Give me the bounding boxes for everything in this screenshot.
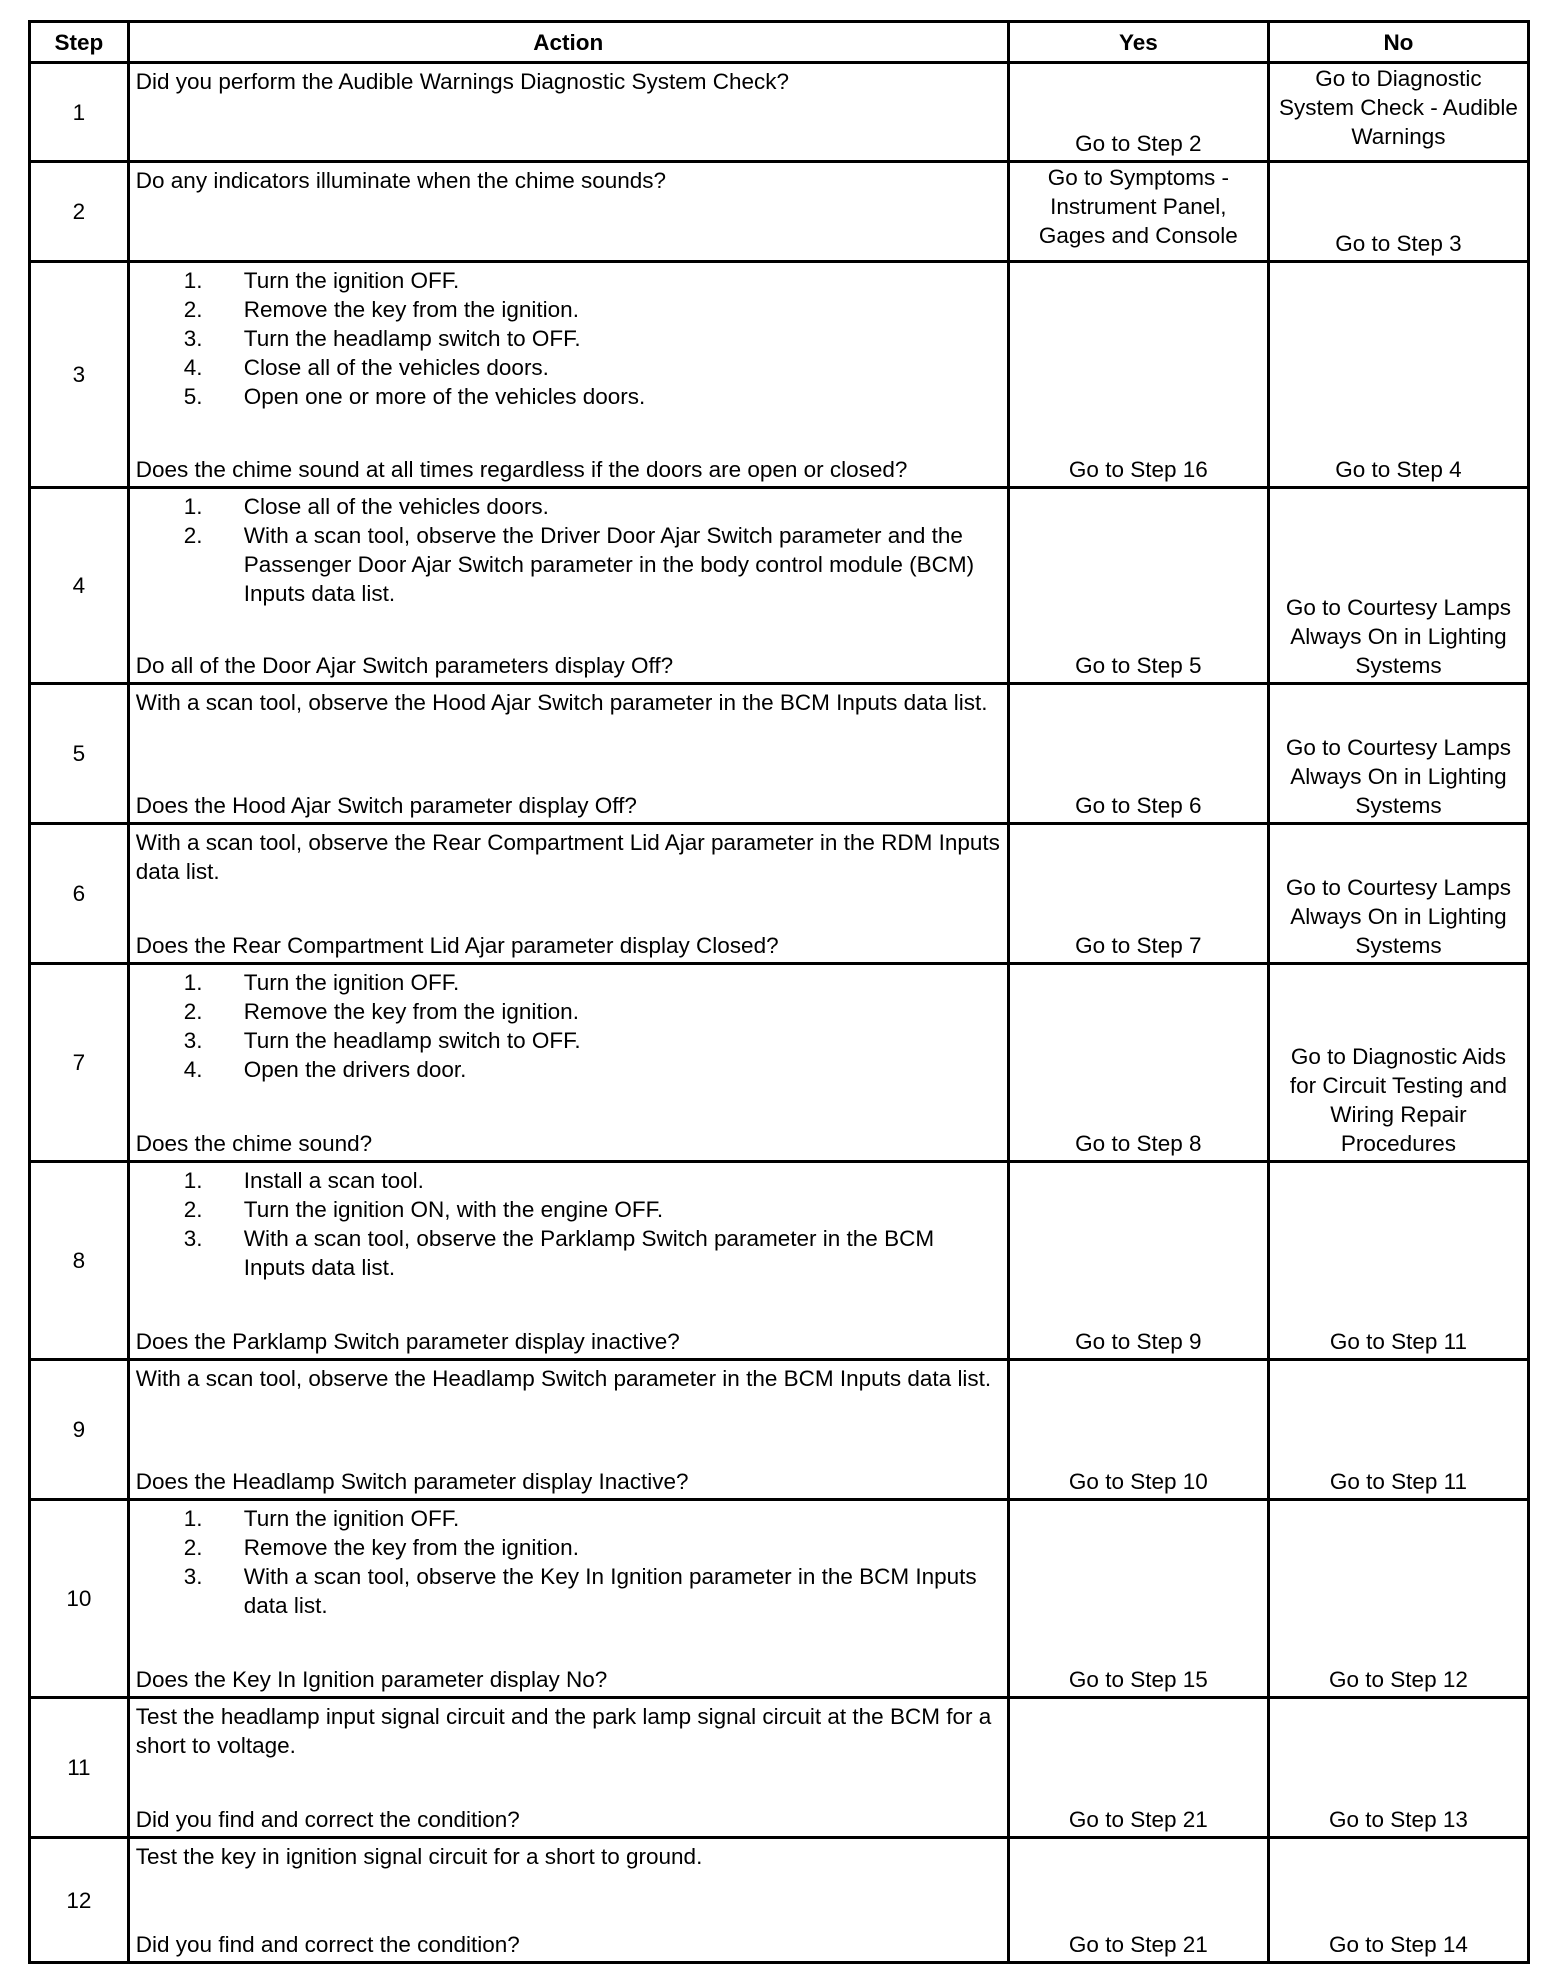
list-item <box>136 1055 1001 1084</box>
no-cell: Go to Step 11 <box>1268 1360 1528 1500</box>
list-item-number: 2. <box>183 999 203 1024</box>
step-number: 8 <box>30 1162 129 1360</box>
list-item-number: 4. <box>183 1057 203 1082</box>
yes-cell: Go to Step 5 <box>1008 488 1268 684</box>
action-step-list <box>136 1504 1001 1620</box>
list-item <box>136 1166 1001 1195</box>
action-cell <box>128 964 1008 1162</box>
no-cell: Go to Courtesy Lamps Always On in Lighting Systems <box>1268 488 1528 684</box>
list-item-text: Remove the key from the ignition. <box>243 1535 579 1560</box>
yes-cell: Go to Step 2 <box>1008 63 1268 162</box>
yes-cell: Go to Symptoms - Instrument Panel, Gages and Console <box>1008 162 1268 262</box>
list-item-text: Turn the ignition OFF. <box>243 1506 460 1531</box>
diagnostic-table <box>28 20 1530 1964</box>
list-item-number: 3. <box>183 1028 203 1053</box>
list-item <box>136 353 1001 382</box>
action-content <box>136 492 1001 680</box>
yes-cell: Go to Step 15 <box>1008 1500 1268 1698</box>
action-cell <box>128 488 1008 684</box>
list-item-text: Turn the ignition OFF. <box>243 970 460 995</box>
list-item <box>136 997 1001 1026</box>
no-cell: Go to Step 3 <box>1268 162 1528 262</box>
no-cell: Go to Diagnostic Aids for Circuit Testing and Wiring Repair Procedures <box>1268 964 1528 1162</box>
step-number: 11 <box>30 1698 129 1838</box>
action-content <box>136 968 1001 1158</box>
table-row <box>30 964 1529 1162</box>
action-cell <box>128 262 1008 488</box>
list-item <box>136 492 1001 521</box>
action-cell <box>128 1162 1008 1360</box>
action-cell <box>128 1698 1008 1838</box>
table-row <box>30 1162 1529 1360</box>
table-row <box>30 262 1529 488</box>
action-question: Does the chime sound at all times regardless if the doors are open or closed? <box>135 457 908 482</box>
action-question: Does the Headlamp Switch parameter display Inactive? <box>135 1469 689 1494</box>
action-content <box>136 166 1001 258</box>
list-item-number: 2. <box>183 1197 203 1222</box>
list-item <box>136 1504 1001 1533</box>
list-item-number: 3. <box>183 1226 203 1251</box>
action-cell <box>128 1500 1008 1698</box>
yes-cell: Go to Step 21 <box>1008 1698 1268 1838</box>
action-question: Does the Key In Ignition parameter display No? <box>135 1667 608 1692</box>
action-top <box>136 266 1001 411</box>
list-item <box>136 1533 1001 1562</box>
action-question: Did you find and correct the condition? <box>135 1807 520 1832</box>
action-top <box>136 1504 1001 1620</box>
header-row <box>30 22 1529 63</box>
list-item-text: Turn the headlamp switch to OFF. <box>243 1028 581 1053</box>
step-number: 2 <box>30 162 129 262</box>
action-step-list <box>136 968 1001 1084</box>
action-content <box>136 1166 1001 1356</box>
action-content <box>136 828 1001 960</box>
list-item-text: Turn the ignition OFF. <box>243 268 460 293</box>
list-item <box>136 1224 1001 1282</box>
action-cell <box>128 1838 1008 1963</box>
action-content <box>136 1504 1001 1694</box>
table-row <box>30 63 1529 162</box>
header-step: Step <box>30 22 129 63</box>
action-content <box>136 67 1001 158</box>
step-number: 7 <box>30 964 129 1162</box>
action-intro: Test the headlamp input signal circuit and the park lamp signal circuit at the BCM for a short to voltage. <box>135 1704 992 1758</box>
table-row <box>30 1698 1529 1838</box>
action-step-list <box>136 266 1001 411</box>
header-yes: Yes <box>1008 22 1268 63</box>
action-intro: With a scan tool, observe the Rear Compartment Lid Ajar parameter in the RDM Inputs data list. <box>135 830 1000 884</box>
yes-cell: Go to Step 9 <box>1008 1162 1268 1360</box>
no-cell: Go to Diagnostic System Check - Audible Warnings <box>1268 63 1528 162</box>
list-item-text: Turn the headlamp switch to OFF. <box>243 326 581 351</box>
action-top <box>136 67 1001 96</box>
action-content <box>136 1364 1001 1496</box>
yes-cell: Go to Step 7 <box>1008 824 1268 964</box>
list-item <box>136 968 1001 997</box>
table-row <box>30 1500 1529 1698</box>
action-top <box>136 1842 1001 1871</box>
action-question: Does the Hood Ajar Switch parameter display Off? <box>135 793 637 818</box>
action-question: Did you find and correct the condition? <box>135 1932 520 1957</box>
list-item-number: 3. <box>183 326 203 351</box>
no-cell: Go to Step 4 <box>1268 262 1528 488</box>
action-content <box>136 688 1001 820</box>
action-intro: With a scan tool, observe the Headlamp Switch parameter in the BCM Inputs data list. <box>135 1366 992 1391</box>
step-number: 1 <box>30 63 129 162</box>
action-top <box>136 166 1001 195</box>
action-content <box>136 1842 1001 1959</box>
list-item-number: 1. <box>183 268 203 293</box>
no-cell: Go to Step 14 <box>1268 1838 1528 1963</box>
yes-cell: Go to Step 6 <box>1008 684 1268 824</box>
yes-cell: Go to Step 10 <box>1008 1360 1268 1500</box>
list-item-number: 2. <box>183 297 203 322</box>
table-row <box>30 824 1529 964</box>
list-item-text: With a scan tool, observe the Parklamp Switch parameter in the BCM Inputs data list. <box>243 1226 935 1280</box>
list-item <box>136 1026 1001 1055</box>
list-item-text: Close all of the vehicles doors. <box>243 355 549 380</box>
table-row <box>30 162 1529 262</box>
diagnostic-table-wrapper <box>28 20 1530 1964</box>
table-row <box>30 1360 1529 1500</box>
list-item-number: 5. <box>183 384 203 409</box>
no-cell: Go to Courtesy Lamps Always On in Lighting Systems <box>1268 824 1528 964</box>
action-cell <box>128 824 1008 964</box>
no-cell: Go to Step 11 <box>1268 1162 1528 1360</box>
no-cell: Go to Courtesy Lamps Always On in Lighting Systems <box>1268 684 1528 824</box>
action-top <box>136 492 1001 608</box>
list-item-text: Open the drivers door. <box>243 1057 467 1082</box>
list-item-number: 2. <box>183 1535 203 1560</box>
list-item-text: With a scan tool, observe the Driver Door Ajar Switch parameter and the Passenger Door Ajar Switch parameter in the body control module (BCM) Inputs data list. <box>243 523 975 606</box>
step-number: 5 <box>30 684 129 824</box>
list-item <box>136 382 1001 411</box>
list-item <box>136 324 1001 353</box>
list-item <box>136 295 1001 324</box>
list-item-text: Remove the key from the ignition. <box>243 999 579 1024</box>
list-item-text: Turn the ignition ON, with the engine OFF. <box>243 1197 664 1222</box>
step-number: 10 <box>30 1500 129 1698</box>
action-step-list <box>136 1166 1001 1282</box>
action-top <box>136 828 1001 886</box>
action-question: Do all of the Door Ajar Switch parameters display Off? <box>135 653 674 678</box>
list-item-text: Open one or more of the vehicles doors. <box>243 384 646 409</box>
yes-cell: Go to Step 16 <box>1008 262 1268 488</box>
list-item-number: 1. <box>183 1506 203 1531</box>
action-intro: With a scan tool, observe the Hood Ajar Switch parameter in the BCM Inputs data list. <box>135 690 988 715</box>
header-action: Action <box>128 22 1008 63</box>
action-content <box>136 1702 1001 1834</box>
action-cell <box>128 63 1008 162</box>
table-row <box>30 684 1529 824</box>
list-item-text: Remove the key from the ignition. <box>243 297 579 322</box>
action-content <box>136 266 1001 484</box>
yes-cell: Go to Step 8 <box>1008 964 1268 1162</box>
action-top <box>136 1166 1001 1282</box>
action-cell <box>128 684 1008 824</box>
step-number: 3 <box>30 262 129 488</box>
list-item-number: 1. <box>183 494 203 519</box>
no-cell: Go to Step 13 <box>1268 1698 1528 1838</box>
action-cell <box>128 162 1008 262</box>
list-item <box>136 1195 1001 1224</box>
action-top <box>136 1702 1001 1760</box>
table-body <box>30 63 1529 1963</box>
list-item <box>136 1562 1001 1620</box>
no-cell: Go to Step 12 <box>1268 1500 1528 1698</box>
list-item <box>136 266 1001 295</box>
action-intro: Do any indicators illuminate when the chime sounds? <box>135 168 667 193</box>
action-question: Does the Parklamp Switch parameter display inactive? <box>135 1329 680 1354</box>
action-question: Does the chime sound? <box>135 1131 373 1156</box>
action-top <box>136 1364 1001 1393</box>
yes-cell: Go to Step 21 <box>1008 1838 1268 1963</box>
table-row <box>30 1838 1529 1963</box>
step-number: 9 <box>30 1360 129 1500</box>
list-item-number: 4. <box>183 355 203 380</box>
list-item-text: Close all of the vehicles doors. <box>243 494 549 519</box>
action-step-list <box>136 492 1001 608</box>
list-item-text: With a scan tool, observe the Key In Ignition parameter in the BCM Inputs data list. <box>243 1564 977 1618</box>
step-number: 6 <box>30 824 129 964</box>
list-item-number: 2. <box>183 523 203 548</box>
table-row <box>30 488 1529 684</box>
list-item-text: Install a scan tool. <box>243 1168 424 1193</box>
action-question: Does the Rear Compartment Lid Ajar parameter display Closed? <box>135 933 779 958</box>
list-item-number: 1. <box>183 1168 203 1193</box>
header-no: No <box>1268 22 1528 63</box>
action-top <box>136 968 1001 1084</box>
action-cell <box>128 1360 1008 1500</box>
step-number: 4 <box>30 488 129 684</box>
action-intro: Did you perform the Audible Warnings Diagnostic System Check? <box>135 69 789 94</box>
list-item <box>136 521 1001 608</box>
list-item-number: 3. <box>183 1564 203 1589</box>
list-item-number: 1. <box>183 970 203 995</box>
action-top <box>136 688 1001 717</box>
step-number: 12 <box>30 1838 129 1963</box>
action-intro: Test the key in ignition signal circuit for a short to ground. <box>135 1844 703 1869</box>
